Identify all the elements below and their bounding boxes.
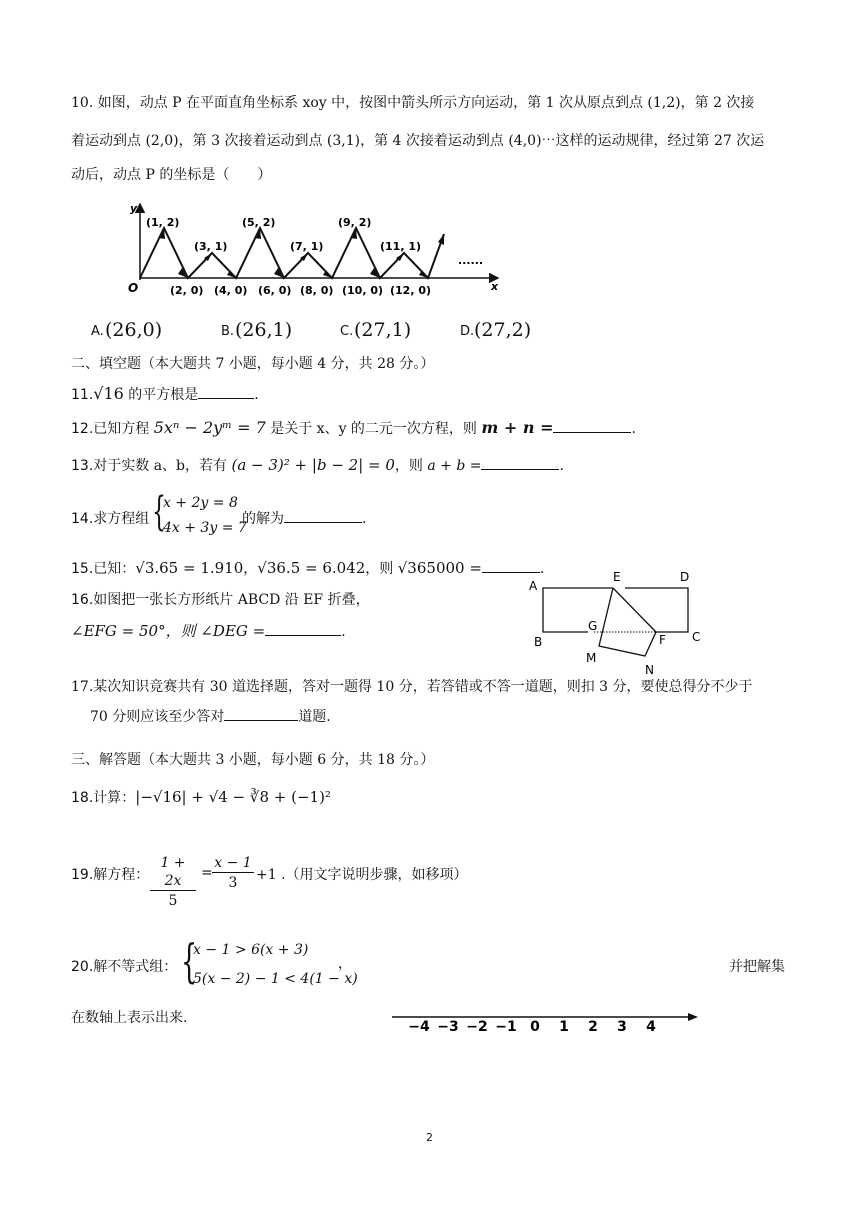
section2-heading: 二、填空题（本大题共 7 小题，每小题 4 分，共 28 分。）	[71, 356, 435, 372]
q14-pre: 求方程组	[93, 511, 150, 527]
q17-blank	[224, 720, 298, 721]
q17-line2-post: 道题.	[298, 709, 331, 725]
point-label-6-0: (6, 0)	[258, 284, 292, 297]
number-line-tick-label: 3	[617, 1019, 627, 1035]
q12-end: .	[631, 421, 636, 437]
q18-number: 18.	[71, 790, 94, 806]
point-label-5-2: (5, 2)	[242, 216, 276, 229]
point-label-2-0: (2, 0)	[170, 284, 204, 297]
q17-line1: 17.某次知识竞赛共有 30 道选择题，答对一题得 10 分，若答错或不答一道题，则扣 3 分，要使总得分不少于	[71, 679, 753, 695]
q20-prefix	[71, 960, 177, 974]
q19-number: 19.	[71, 867, 94, 883]
point-label-1-2: (1, 2)	[146, 216, 180, 229]
q15-e2: √36.5 = 6.042	[257, 559, 366, 577]
q14-brace: {	[152, 489, 166, 535]
q19-den2: 3	[228, 875, 238, 891]
point-label-3-1: (3, 1)	[194, 240, 228, 253]
point-label-12-0: (12, 0)	[390, 284, 432, 297]
q10-line2: 着运动到点 (2,0)，第 3 次接着运动到点 (3,1)，第 4 次接着运动到点 (4,0)⋯这样的运动规律，经过第 27 次运	[71, 133, 765, 149]
q15-sep: ，	[243, 561, 258, 577]
q14-eq2: 4x + 3y = 7	[163, 520, 247, 536]
q15-e3: √365000 =	[397, 559, 482, 577]
q20-number: 20.	[71, 959, 94, 975]
q20-ineq2: 5(x − 2) − 1 < 4(1 − x)	[193, 971, 358, 987]
option-c-letter: C.	[340, 324, 354, 339]
continuation-dots: ......	[458, 254, 484, 267]
q14-mid: 的解为	[242, 511, 284, 527]
q15-pre: 已知：	[93, 561, 136, 577]
q16-end: .	[341, 624, 346, 640]
x-axis-label: x	[491, 280, 499, 293]
q19-eq: =	[201, 865, 213, 881]
q13-pre: 对于实数 a、b，若有	[93, 458, 232, 474]
number-line-tick-label: −4	[408, 1019, 430, 1035]
q15-mid: ，则	[365, 561, 398, 577]
number-line-tick-label: −3	[437, 1019, 459, 1035]
section3-heading: 三、解答题（本大题共 3 小题，每小题 6 分，共 18 分。）	[71, 752, 435, 768]
rectangle-outline	[543, 588, 613, 632]
label-e: E	[613, 570, 621, 584]
q12	[71, 420, 636, 436]
point-label-7-1: (7, 1)	[290, 240, 324, 253]
q15-end: .	[539, 561, 545, 577]
q19-fraction-right	[212, 854, 254, 893]
q15	[71, 561, 544, 576]
option-d-letter: D.	[460, 324, 475, 339]
q16-line2-text: ∠EFG = 50°，则 ∠DEG =	[71, 622, 266, 640]
q13-expr: (a − 3)² + |b − 2| = 0	[231, 456, 395, 474]
q20-ineq1: x − 1 > 6(x + 3)	[193, 942, 309, 958]
q14-prefix	[71, 512, 149, 526]
q16-number: 16.	[71, 592, 94, 608]
label-g: G	[588, 619, 598, 633]
q14-eq1: x + 2y = 8	[163, 495, 238, 511]
number-line-tick-label: −1	[495, 1019, 517, 1035]
label-n: N	[645, 663, 654, 677]
q19-fraction-left	[150, 854, 196, 911]
motion-path	[140, 228, 444, 278]
origin-label: O	[128, 281, 139, 295]
q13-mid: ，则	[394, 458, 428, 474]
label-d: D	[680, 570, 690, 584]
point-label-8-0: (8, 0)	[300, 284, 334, 297]
q17-line2-pre: 70 分则应该至少答对	[90, 709, 225, 725]
q14-suffix	[242, 512, 366, 526]
folded-part	[599, 588, 656, 656]
q20-pre: 解不等式组：	[93, 959, 178, 975]
page-number: 2	[426, 1131, 433, 1144]
y-axis-label: y	[130, 202, 138, 215]
point-label-10-0: (10, 0)	[342, 284, 384, 297]
arrow-9	[350, 228, 357, 239]
q16-line1-text: 如图把一张长方形纸片 ABCD 沿 EF 折叠，	[93, 592, 370, 608]
arrow-5	[254, 228, 261, 239]
label-a: A	[529, 579, 538, 593]
q17-line2	[90, 710, 331, 724]
q11-blank	[198, 398, 254, 399]
q13-end: .	[559, 458, 564, 474]
option-c-value: (27,1)	[354, 319, 412, 341]
q19-den1: 5	[168, 893, 178, 909]
q10-line3: 动后，动点 P 的坐标是（ ）	[71, 167, 272, 183]
arrow-13	[438, 234, 444, 245]
option-b-letter: B.	[221, 324, 235, 339]
q11-text: 的平方根是	[123, 387, 199, 403]
q13-expr2: a + b =	[427, 458, 482, 474]
q11-number: 11.	[71, 387, 94, 403]
q16-blank	[265, 635, 341, 636]
q11	[71, 386, 259, 402]
q15-number: 15.	[71, 561, 94, 577]
q13-blank	[481, 469, 559, 470]
q20-number-line	[392, 1006, 704, 1036]
q12-expr: 5xⁿ − 2yᵐ = 7	[153, 418, 266, 437]
q20-brace: {	[181, 934, 198, 988]
q14-blank	[284, 522, 362, 523]
q12-expr2: m + n =	[481, 418, 554, 437]
q15-e1: √3.65 = 1.910	[135, 559, 244, 577]
label-f: F	[659, 633, 666, 647]
label-c: C	[692, 630, 701, 644]
q19-pre: 解方程：	[93, 867, 150, 883]
q20-comma: ，	[338, 956, 352, 972]
option-d-value: (27,2)	[474, 319, 532, 341]
q10-line1: 10. 如图，动点 P 在平面直角坐标系 xoy 中，按图中箭头所示方向运动，第 1 次从原点到点 (1,2)，第 2 次接	[71, 95, 755, 111]
q19-prefix	[71, 868, 149, 882]
fold-line-ef	[613, 588, 656, 632]
point-label-11-1: (11, 1)	[380, 240, 422, 253]
number-line-tick-label: 1	[559, 1019, 569, 1035]
q11-expr: √16	[93, 384, 124, 403]
number-line-tick-label: 0	[530, 1019, 540, 1035]
q20-line2: 在数轴上表示出来.	[71, 1010, 188, 1026]
q13	[71, 458, 564, 473]
q19-num1: 1 + 2x	[150, 854, 196, 891]
q10-motion-graph	[118, 198, 508, 298]
point-label-9-2: (9, 2)	[338, 216, 372, 229]
number-line-tick-label: 2	[588, 1019, 598, 1035]
option-a-value: (26,0)	[105, 319, 163, 341]
q19-num2: x − 1	[212, 854, 254, 873]
q16-line2	[71, 624, 346, 639]
number-line-tick-label: 4	[646, 1019, 656, 1035]
q18	[71, 790, 331, 805]
q18-expr: |−√16| + √4 − ∛8 + (−1)²	[135, 788, 331, 806]
q16-fold-figure	[525, 568, 715, 678]
label-b: B	[534, 635, 543, 649]
option-b-value: (26,1)	[235, 319, 293, 341]
q16-line1	[71, 593, 370, 607]
q14-end: .	[362, 511, 367, 527]
q14-number: 14.	[71, 511, 94, 527]
q12-blank	[553, 432, 631, 433]
q19-tail: +1 .（用文字说明步骤，如移项）	[256, 867, 468, 883]
q12-mid: 是关于 x、y 的二元一次方程，则	[265, 421, 482, 437]
option-a-letter: A.	[91, 324, 104, 339]
q18-pre: 计算：	[93, 790, 136, 806]
arrow-1	[158, 228, 165, 239]
number-line-tick-label: −2	[466, 1019, 488, 1035]
q20-right-text: 并把解集	[729, 959, 785, 975]
point-label-4-0: (4, 0)	[214, 284, 248, 297]
q11-end: .	[254, 387, 259, 403]
q13-number: 13.	[71, 458, 94, 474]
label-m: M	[586, 651, 597, 665]
number-line-arrow	[688, 1013, 698, 1021]
q12-number: 12.	[71, 421, 94, 437]
q12-pre: 已知方程	[93, 421, 154, 437]
